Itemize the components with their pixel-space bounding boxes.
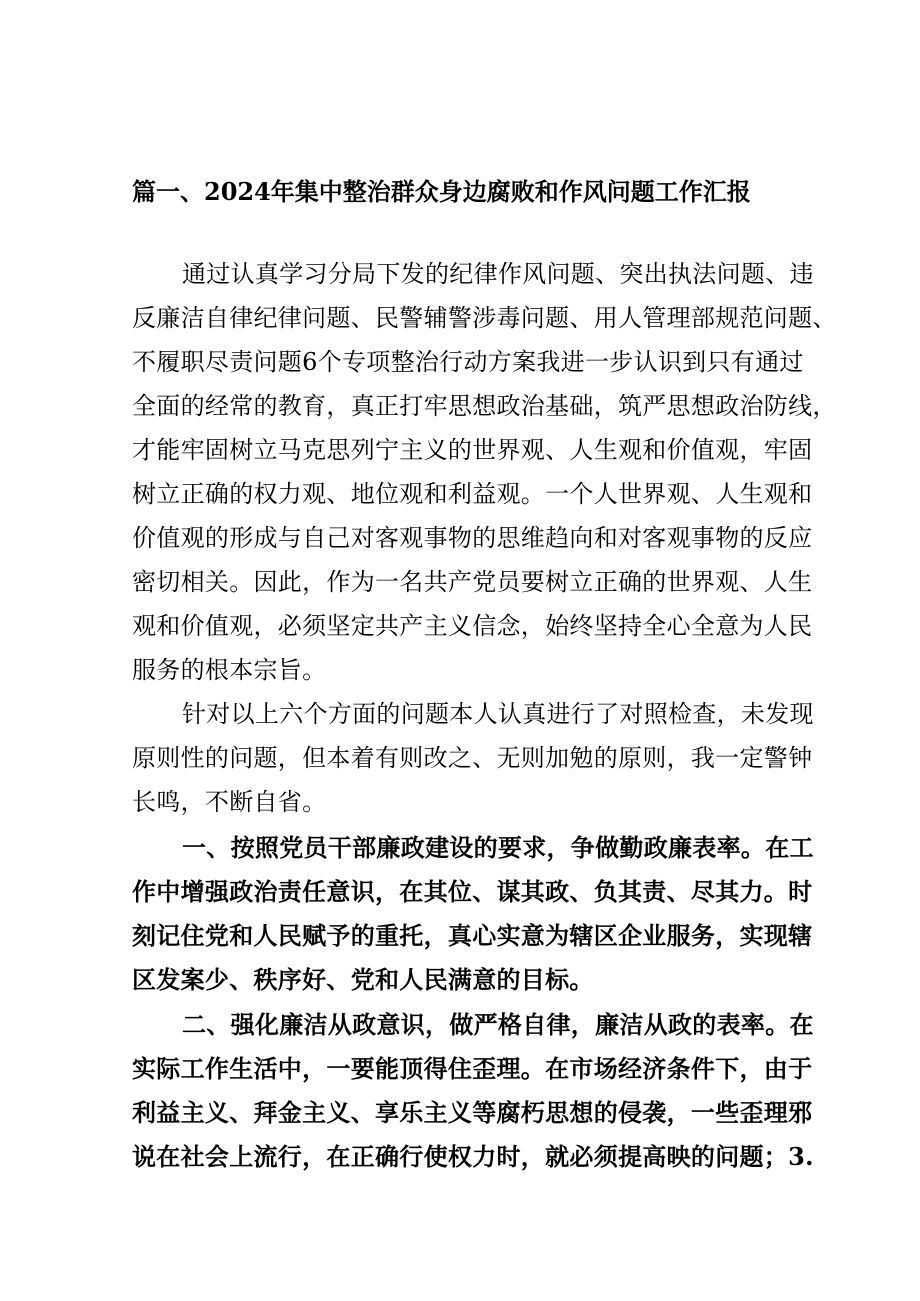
paragraph-1-line-7: 价值观的形成与自己对客观事物的思维趋向和对客观事物的反应 <box>132 524 813 552</box>
paragraph-3-line-1: 一、按照党员干部廉政建设的要求，争做勤政廉表率。在工 <box>182 833 814 862</box>
paragraph-2-line-2: 原则性的问题，但本着有则改之、无则加勉的原则，我一定警钟 <box>132 744 813 772</box>
paragraph-1-line-3: 不履职尽责问题6个专项整治行动方案我进一步认识到只有通过 <box>132 348 804 376</box>
paragraph-4-line-1: 二、强化廉洁从政意识，做严格自律，廉洁从政的表率。在 <box>182 1010 814 1039</box>
paragraph-1-line-10: 服务的根本宗旨。 <box>132 656 327 684</box>
paragraph-1-line-9: 观和价值观，必须坚定共产主义信念，始终坚持全心全意为人民 <box>132 612 813 640</box>
paragraph-2-line-1: 针对以上六个方面的问题本人认真进行了对照检查，未发现 <box>182 700 814 728</box>
paragraph-3-line-2: 作中增强政治责任意识，在其位、谋其政、负其责、尽其力。时 <box>132 877 813 906</box>
paragraph-4-line-3: 利益主义、拜金主义、享乐主义等腐朽思想的侵袭，一些歪理邪 <box>132 1098 813 1127</box>
paragraph-2-line-3: 长鸣，不断自省。 <box>132 788 327 816</box>
paragraph-1-line-4: 全面的经常的教育，真正打牢思想政治基础，筑严思想政治防线， <box>132 392 837 420</box>
paragraph-3-line-4: 区发案少、秩序好、党和人民满意的目标。 <box>132 965 594 994</box>
document-title: 篇一、2024年集中整治群众身边腐败和作风问题工作汇报 <box>132 177 751 206</box>
paragraph-3-line-3: 刻记住党和人民赋予的重托，真心实意为辖区企业服务，实现辖 <box>132 921 813 950</box>
paragraph-1-line-1: 通过认真学习分局下发的纪律作风问题、突出执法问题、违 <box>182 260 814 288</box>
paragraph-4-line-2: 实际工作生活中，一要能顶得住歪理。在市场经济条件下，由于 <box>132 1054 813 1083</box>
paragraph-1-line-8: 密切相关。因此，作为一名共产党员要树立正确的世界观、人生 <box>132 568 813 596</box>
paragraph-1-line-6: 树立正确的权力观、地位观和利益观。一个人世界观、人生观和 <box>132 480 813 508</box>
paragraph-4-line-4: 说在社会上流行，在正确行使权力时，就必须提高映的问题；3. <box>132 1142 814 1171</box>
paragraph-1-line-5: 才能牢固树立马克思列宁主义的世界观、人生观和价值观，牢固 <box>132 436 813 464</box>
paragraph-1-line-2: 反廉洁自律纪律问题、民警辅警涉毒问题、用人管理部规范问题、 <box>132 304 837 332</box>
